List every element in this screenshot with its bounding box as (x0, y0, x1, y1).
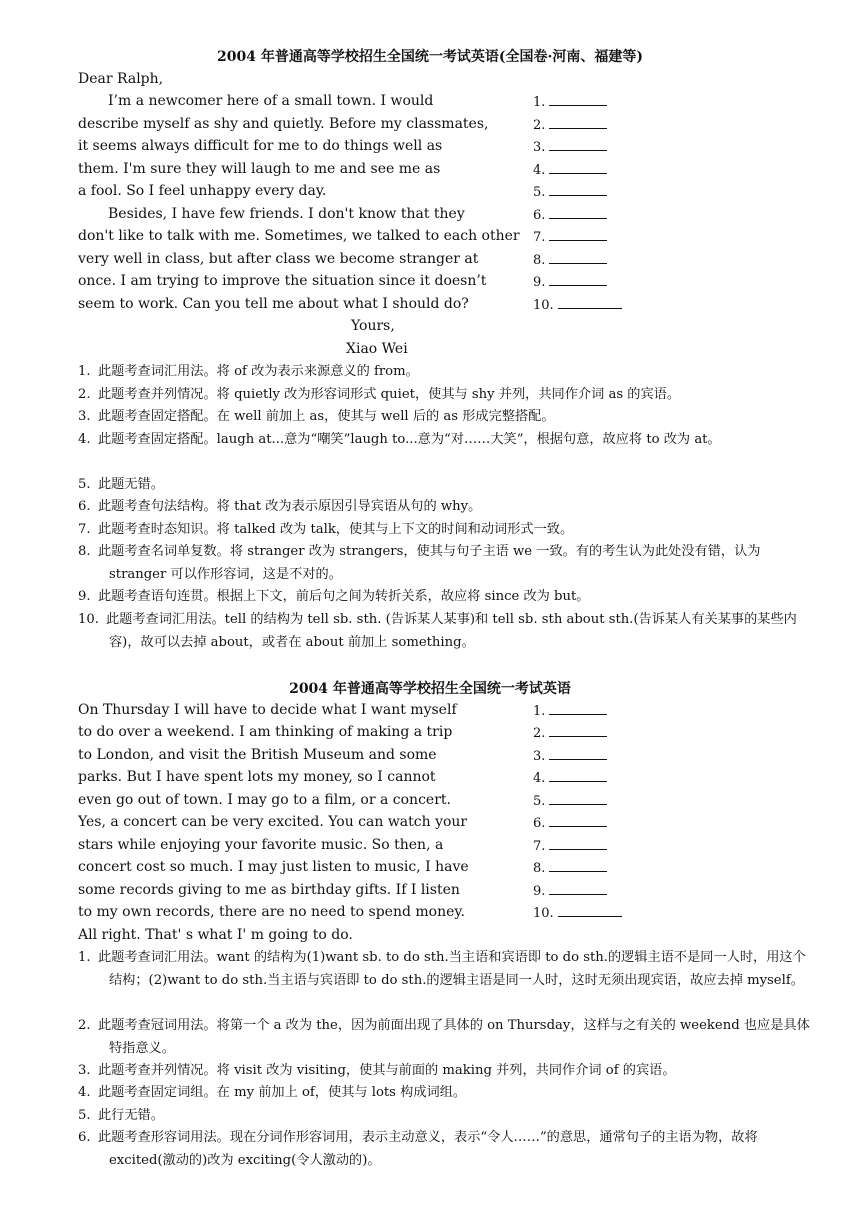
note-number: 3. (78, 409, 91, 424)
answer-note (78, 496, 810, 519)
note-number: 4. (78, 432, 91, 447)
answer-note (78, 474, 810, 497)
blank-number: 2. (533, 118, 546, 133)
blank-number: 8. (533, 861, 546, 876)
answer-note (78, 947, 810, 992)
blank-number: 2. (533, 726, 546, 741)
answer-blank[interactable] (533, 91, 607, 113)
note-number: 3. (78, 1063, 91, 1078)
passage-line: describe myself as shy and quietly. Before my classmates, (78, 116, 489, 132)
note-text: 此题考查词汇用法。want 的结构为(1)want sb. to do sth.当主语和宾语即 to do sth.的逻辑主语不是同一人时，用这个结构；(2)want to do sth.当主语与宾语即 to do sth.的逻辑主语是同一人时，这时无须出现宾语，故应去掉 myself。 (98, 950, 806, 988)
note-text: 此题考查固定搭配。laugh at...意为“嘲笑”laugh to...意为“对……大笑”，根据句意，故应将 to 改为 at。 (98, 432, 721, 447)
blank-number: 6. (533, 208, 546, 223)
answer-blank[interactable] (533, 136, 607, 158)
passage-line: seem to work. Can you tell me about what I should do? (78, 296, 469, 312)
answer-note (78, 1082, 810, 1105)
passage-line: to do over a weekend. I am thinking of making a trip (78, 724, 453, 740)
answer-blank[interactable] (533, 226, 607, 248)
answer-blank[interactable] (533, 790, 607, 812)
note-text: 此题无错。 (98, 477, 164, 492)
answer-blank[interactable] (533, 902, 622, 924)
blank-number: 7. (533, 839, 546, 854)
note-number: 9. (78, 589, 91, 604)
answer-note (78, 1060, 810, 1083)
note-number: 7. (78, 522, 91, 537)
answer-blank[interactable] (533, 294, 622, 316)
passage-line: don't like to talk with me. Sometimes, we talked to each other (78, 228, 520, 244)
passage-line: a fool. So I feel unhappy every day. (78, 183, 327, 199)
answer-blank[interactable] (533, 745, 607, 767)
letter-closing: Yours, (351, 318, 395, 334)
blank-number: 1. (533, 95, 546, 110)
answer-blank[interactable] (533, 835, 607, 857)
passage-line: I’m a newcomer here of a small town. I would (108, 93, 434, 109)
passage-line: On Thursday I will have to decide what I want myself (78, 702, 457, 718)
answer-note (78, 1105, 810, 1128)
answer-blank[interactable] (533, 204, 607, 226)
note-number: 1. (78, 364, 91, 379)
note-text: 此题考查冠词用法。将第一个 a 改为 the，因为前面出现了具体的 on Thursday，这样与之有关的 weekend 也应是具体特指意义。 (98, 1018, 810, 1056)
note-text: 此题考查并列情况。将 quietly 改为形容词形式 quiet，使其与 shy 并列，共同作介词 as 的宾语。 (98, 387, 681, 402)
blank-number: 10. (533, 298, 554, 313)
answer-note (78, 361, 810, 384)
blank-number: 10. (533, 906, 554, 921)
blank-number: 3. (533, 140, 546, 155)
passage-line: parks. But I have spent lots my money, so I cannot (78, 769, 436, 785)
note-text: 此题考查名词单复数。将 stranger 改为 strangers，使其与句子主语 we 一致。有的考生认为此处没有错，认为 stranger 可以作形容词，这是不对的。 (98, 544, 761, 582)
passage-line: to my own records, there are no need to spend money. (78, 904, 465, 920)
answer-blank[interactable] (533, 271, 607, 293)
passage-line: once. I am trying to improve the situation since it doesn’t (78, 273, 487, 289)
passage-line: some records giving to me as birthday gifts. If I listen (78, 882, 460, 898)
passage-line: very well in class, but after class we become stranger at (78, 251, 479, 267)
passage-line: All right. That' s what I' m going to do. (78, 927, 353, 943)
blank-number: 3. (533, 749, 546, 764)
note-number: 5. (78, 1108, 91, 1123)
note-number: 6. (78, 499, 91, 514)
answer-note (78, 384, 810, 407)
note-text: 此题考查词汇用法。将 of 改为表示来源意义的 from。 (98, 364, 419, 379)
blank-number: 8. (533, 253, 546, 268)
passage-line: concert cost so much. I may just listen to music, I have (78, 859, 469, 875)
note-number: 4. (78, 1085, 91, 1100)
answer-blank[interactable] (533, 249, 607, 271)
blank-number: 7. (533, 230, 546, 245)
answer-note (78, 586, 810, 609)
note-text: 此行无错。 (98, 1108, 164, 1123)
blank-number: 4. (533, 163, 546, 178)
blank-number: 5. (533, 185, 546, 200)
note-text: 此题考查固定搭配。在 well 前加上 as，使其与 well 后的 as 形成完整搭配。 (98, 409, 555, 424)
note-number: 8. (78, 544, 91, 559)
answer-note (78, 1127, 810, 1172)
letter-signature: Xiao Wei (346, 341, 408, 357)
answer-blank[interactable] (533, 857, 607, 879)
note-text: 此题考查句法结构。将 that 改为表示原因引导宾语从句的 why。 (98, 499, 482, 514)
section1-title: 2004 年普通高等学校招生全国统一考试英语(全国卷·河南、福建等) (217, 49, 643, 65)
note-text: 此题考查语句连贯。根据上下文，前后句之间为转折关系，故应将 since 改为 but。 (98, 589, 590, 604)
answer-note (78, 541, 810, 586)
note-text: 此题考查词汇用法。tell 的结构为 tell sb. sth. (告诉某人某事)和 tell sb. sth about sth.(告诉某人有关某事的某些内容)，故可以去掉 about，或者在 about 前加上 something。 (106, 612, 797, 650)
passage-line: to London, and visit the British Museum and some (78, 747, 437, 763)
note-number: 1. (78, 950, 91, 965)
answer-blank[interactable] (533, 181, 607, 203)
answer-blank[interactable] (533, 812, 607, 834)
answer-blank[interactable] (533, 700, 607, 722)
blank-number: 6. (533, 816, 546, 831)
note-text: 此题考查形容词用法。现在分词作形容词用，表示主动意义，表示“令人……”的意思，通常句子的主语为物，故将 excited(激动的)改为 exciting(令人激动的)。 (98, 1130, 758, 1168)
note-number: 2. (78, 1018, 91, 1033)
answer-blank[interactable] (533, 880, 607, 902)
note-number: 2. (78, 387, 91, 402)
answer-note (78, 429, 810, 452)
answer-blank[interactable] (533, 114, 607, 136)
blank-number: 5. (533, 794, 546, 809)
note-text: 此题考查时态知识。将 talked 改为 talk，使其与上下文的时间和动词形式一致。 (98, 522, 574, 537)
answer-note (78, 406, 810, 429)
note-text: 此题考查并列情况。将 visit 改为 visiting，使其与前面的 making 并列，共同作介词 of 的宾语。 (98, 1063, 676, 1078)
passage-line: them. I'm sure they will laugh to me and see me as (78, 161, 441, 177)
blank-number: 1. (533, 704, 546, 719)
passage-line: Yes, a concert can be very excited. You can watch your (78, 814, 468, 830)
answer-note (78, 609, 810, 654)
note-number: 10. (78, 612, 99, 627)
passage-line: stars while enjoying your favorite music. So then, a (78, 837, 444, 853)
answer-note (78, 1015, 810, 1060)
answer-blank[interactable] (533, 767, 607, 789)
passage-line: even go out of town. I may go to a film, or a concert. (78, 792, 451, 808)
answer-blank[interactable] (533, 722, 607, 744)
answer-note (78, 519, 810, 542)
note-number: 5. (78, 477, 91, 492)
blank-number: 9. (533, 884, 546, 899)
note-number: 6. (78, 1130, 91, 1145)
note-text: 此题考查固定词组。在 my 前加上 of，使其与 lots 构成词组。 (98, 1085, 467, 1100)
section2-title: 2004 年普通高等学校招生全国统一考试英语 (289, 681, 571, 697)
passage-line: Besides, I have few friends. I don't know that they (108, 206, 465, 222)
passage-line: it seems always difficult for me to do things well as (78, 138, 443, 154)
blank-number: 4. (533, 771, 546, 786)
letter-greeting: Dear Ralph, (78, 71, 164, 87)
blank-number: 9. (533, 275, 546, 290)
answer-blank[interactable] (533, 159, 607, 181)
